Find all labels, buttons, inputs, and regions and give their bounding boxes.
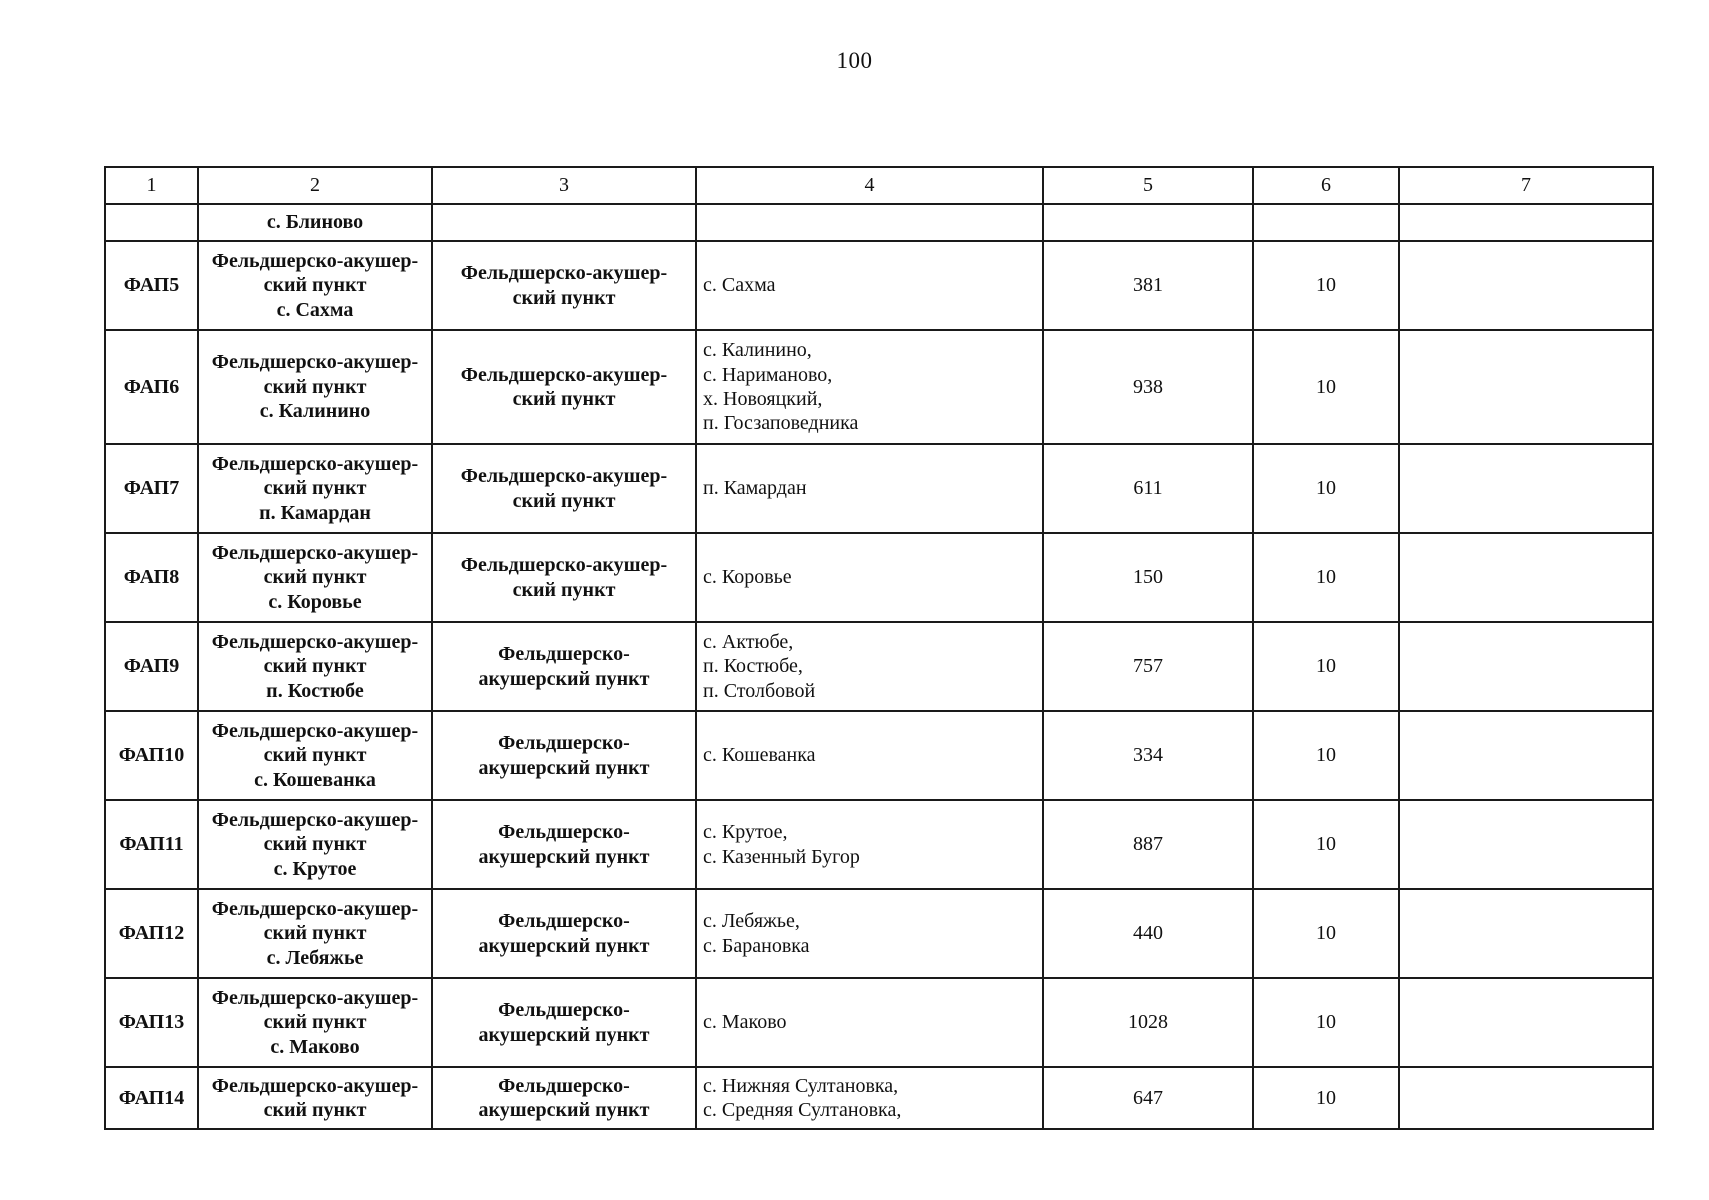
served-locations-cell — [696, 711, 1043, 800]
facility-name-cell-line: ский пункт — [263, 922, 367, 945]
served-locations-cell — [696, 889, 1043, 978]
table-row — [105, 241, 1653, 330]
facility-type-cell-line: ский пункт — [512, 286, 616, 309]
served-locations-cell-line: с. Сахма — [703, 274, 776, 297]
table-row — [105, 978, 1653, 1067]
facility-code-cell: ФАП9 — [105, 622, 198, 711]
served-locations-cell-line: с. Лебяжье, — [703, 910, 800, 933]
facility-name-cell-line: Фельдшерско-акушер- — [211, 541, 419, 564]
value-cell: 150 — [1043, 533, 1253, 622]
facility-type-cell — [432, 241, 696, 330]
served-locations-cell — [696, 978, 1043, 1067]
facility-name-cell — [198, 330, 432, 444]
served-locations-cell-line: с. Актюбе, — [703, 630, 794, 653]
facility-name-cell-line: Фельдшерско-акушер- — [211, 1074, 419, 1097]
facility-type-cell-line: Фельдшерско- — [498, 910, 630, 933]
facility-name-cell-line: Фельдшерско-акушер- — [211, 249, 419, 272]
note-cell — [1399, 978, 1653, 1067]
note-cell — [1399, 241, 1653, 330]
served-locations-cell-line: п. Столбовой — [703, 679, 816, 702]
value-cell: 1028 — [1043, 978, 1253, 1067]
served-locations-cell — [696, 622, 1043, 711]
table-row — [105, 889, 1653, 978]
facility-type-cell — [432, 622, 696, 711]
note-cell — [1399, 444, 1653, 533]
value2-cell — [1253, 204, 1399, 241]
served-locations-cell-line: с. Казенный Бугор — [703, 845, 860, 868]
served-locations-cell-line: п. Госзаповедника — [703, 412, 859, 435]
value-cell: 757 — [1043, 622, 1253, 711]
column-header: 5 — [1043, 167, 1253, 204]
facility-type-cell-line: акушерский пункт — [478, 845, 650, 868]
value2-cell: 10 — [1253, 1067, 1399, 1129]
facility-name-cell-line: с. Маково — [270, 1035, 360, 1058]
note-cell — [1399, 1067, 1653, 1129]
facility-name-cell — [198, 711, 432, 800]
facility-type-cell — [432, 889, 696, 978]
value-cell: 647 — [1043, 1067, 1253, 1129]
facility-code-cell: ФАП8 — [105, 533, 198, 622]
facility-name-cell-line: ский пункт — [263, 375, 367, 398]
facility-type-cell — [432, 1067, 696, 1129]
facility-name-cell-line: с. Калинино — [259, 400, 371, 423]
served-locations-cell-line: с. Крутое, — [703, 821, 788, 844]
facility-name-cell-line: с. Коровье — [268, 590, 362, 613]
facility-name-cell-line: с. Лебяжье — [266, 946, 364, 969]
facility-code-cell: ФАП14 — [105, 1067, 198, 1129]
value-cell: 938 — [1043, 330, 1253, 444]
facility-name-cell — [198, 444, 432, 533]
facility-name-cell-line: Фельдшерско-акушер- — [211, 986, 419, 1009]
note-cell — [1399, 330, 1653, 444]
table-body — [105, 204, 1653, 1129]
facility-type-cell-line: ский пункт — [512, 388, 616, 410]
facility-code-cell: ФАП13 — [105, 978, 198, 1067]
facility-name-cell-line: Фельдшерско-акушер- — [211, 452, 419, 475]
value-cell — [1043, 204, 1253, 241]
facility-name-cell-line: п. Костюбе — [266, 679, 364, 702]
facility-type-cell-line: Фельдшерско-акушер- — [460, 554, 668, 577]
facility-name-cell-line: ский пункт — [263, 655, 367, 678]
served-locations-cell-line: с. Барановка — [703, 934, 810, 957]
value2-cell: 10 — [1253, 444, 1399, 533]
facility-type-cell — [432, 800, 696, 889]
value2-cell: 10 — [1253, 330, 1399, 444]
facility-name-cell — [198, 978, 432, 1067]
facility-code-cell: ФАП11 — [105, 800, 198, 889]
value2-cell: 10 — [1253, 889, 1399, 978]
facility-name-cell — [198, 241, 432, 330]
value-cell: 334 — [1043, 711, 1253, 800]
facility-type-cell-line: Фельдшерско-акушер- — [460, 363, 668, 386]
facility-code-cell — [105, 204, 198, 241]
table-row — [105, 204, 1653, 241]
value-cell: 611 — [1043, 444, 1253, 533]
facility-type-cell — [432, 204, 696, 241]
value2-cell: 10 — [1253, 622, 1399, 711]
facility-code-cell: ФАП6 — [105, 330, 198, 444]
served-locations-cell-line: с. Коровье — [703, 566, 792, 589]
facility-name-cell-line: Фельдшерско-акушер- — [211, 719, 419, 742]
facility-name-cell-line: ский пункт — [263, 274, 367, 297]
table-row — [105, 622, 1653, 711]
facility-type-cell-line: Фельдшерско- — [498, 999, 630, 1022]
facility-name-cell — [198, 533, 432, 622]
facility-type-cell — [432, 444, 696, 533]
facility-type-cell-line: Фельдшерско-акушер- — [460, 465, 668, 488]
table-row — [105, 533, 1653, 622]
served-locations-cell-line: с. Нариманово, — [703, 363, 833, 386]
facility-type-cell-line: акушерский пункт — [478, 667, 650, 690]
served-locations-cell-line: х. Новояцкий, — [703, 388, 823, 410]
note-cell — [1399, 889, 1653, 978]
served-locations-cell — [696, 533, 1043, 622]
note-cell — [1399, 533, 1653, 622]
facility-type-cell — [432, 711, 696, 800]
facility-name-cell — [198, 889, 432, 978]
facility-name-cell — [198, 622, 432, 711]
served-locations-cell-line: с. Кошеванка — [703, 744, 816, 767]
value2-cell: 10 — [1253, 800, 1399, 889]
value-cell: 440 — [1043, 889, 1253, 978]
facility-type-cell-line: Фельдшерско- — [498, 643, 630, 666]
facility-code-cell: ФАП10 — [105, 711, 198, 800]
facility-name-cell-line: п. Камардан — [259, 501, 371, 524]
note-cell — [1399, 711, 1653, 800]
facility-name-cell-line: с. Сахма — [276, 298, 354, 321]
facility-name-cell-line: ский пункт — [263, 477, 367, 500]
table-row — [105, 330, 1653, 444]
column-header: 6 — [1253, 167, 1399, 204]
facility-type-cell — [432, 978, 696, 1067]
facility-type-cell-line: Фельдшерско- — [498, 821, 630, 844]
served-locations-cell — [696, 241, 1043, 330]
facility-type-cell-line: Фельдшерско-акушер- — [460, 262, 668, 285]
value2-cell: 10 — [1253, 241, 1399, 330]
table-row — [105, 800, 1653, 889]
column-header: 1 — [105, 167, 198, 204]
served-locations-cell — [696, 800, 1043, 889]
note-cell — [1399, 204, 1653, 241]
facility-type-cell-line: акушерский пункт — [478, 934, 650, 957]
facility-code-cell: ФАП5 — [105, 241, 198, 330]
facility-name-cell-line: ский пункт — [263, 566, 367, 589]
table-row — [105, 444, 1653, 533]
facility-name-cell-line: с. Блиново — [266, 211, 364, 234]
facility-code-cell: ФАП7 — [105, 444, 198, 533]
table-header-row — [105, 167, 1653, 204]
facility-type-cell-line: акушерский пункт — [478, 756, 650, 779]
note-cell — [1399, 800, 1653, 889]
value-cell: 381 — [1043, 241, 1253, 330]
facility-type-cell-line: Фельдшерско- — [498, 1074, 630, 1097]
facility-type-cell — [432, 330, 696, 444]
facility-name-cell-line: ский пункт — [263, 744, 367, 767]
served-locations-cell — [696, 1067, 1043, 1129]
column-header: 4 — [696, 167, 1043, 204]
value-cell: 887 — [1043, 800, 1253, 889]
served-locations-cell — [696, 330, 1043, 444]
value2-cell: 10 — [1253, 978, 1399, 1067]
facility-type-cell-line: акушерский пункт — [478, 1023, 650, 1046]
table-row — [105, 1067, 1653, 1129]
table-row — [105, 711, 1653, 800]
served-locations-cell — [696, 204, 1043, 241]
facility-name-cell-line: Фельдшерско-акушер- — [211, 897, 419, 920]
served-locations-cell — [696, 444, 1043, 533]
facility-name-cell-line: ский пункт — [263, 1011, 367, 1034]
note-cell — [1399, 622, 1653, 711]
facility-name-cell-line: Фельдшерско-акушер- — [211, 630, 419, 653]
facility-name-cell — [198, 1067, 432, 1129]
served-locations-cell-line: с. Маково — [703, 1011, 787, 1034]
facility-type-cell — [432, 533, 696, 622]
facility-type-cell-line: ский пункт — [512, 489, 616, 512]
facility-name-cell-line: ский пункт — [263, 1099, 367, 1121]
facility-name-cell-line: с. Крутое — [273, 857, 357, 880]
served-locations-cell-line: с. Калинино, — [703, 339, 812, 362]
facility-name-cell-line: с. Кошеванка — [254, 768, 376, 791]
facility-name-cell-line: ский пункт — [263, 833, 367, 856]
facility-code-cell: ФАП12 — [105, 889, 198, 978]
column-header: 3 — [432, 167, 696, 204]
served-locations-cell-line: п. Камардан — [703, 477, 807, 500]
facility-name-cell-line: Фельдшерско-акушер- — [211, 808, 419, 831]
served-locations-cell-line: с. Нижняя Султановка, — [703, 1074, 899, 1097]
facility-type-cell-line: акушерский пункт — [478, 1099, 650, 1121]
value2-cell: 10 — [1253, 711, 1399, 800]
facility-name-cell — [198, 204, 432, 241]
facility-name-cell — [198, 800, 432, 889]
facility-name-cell-line: Фельдшерско-акушер- — [211, 351, 419, 374]
column-header: 2 — [198, 167, 432, 204]
column-header: 7 — [1399, 167, 1653, 204]
page-number: 100 — [836, 48, 873, 73]
data-table — [104, 166, 1654, 1130]
facility-type-cell-line: Фельдшерско- — [498, 732, 630, 755]
served-locations-cell-line: п. Костюбе, — [703, 655, 803, 678]
value2-cell: 10 — [1253, 533, 1399, 622]
served-locations-cell-line: с. Средняя Султановка, — [703, 1099, 902, 1121]
facility-type-cell-line: ский пункт — [512, 578, 616, 601]
